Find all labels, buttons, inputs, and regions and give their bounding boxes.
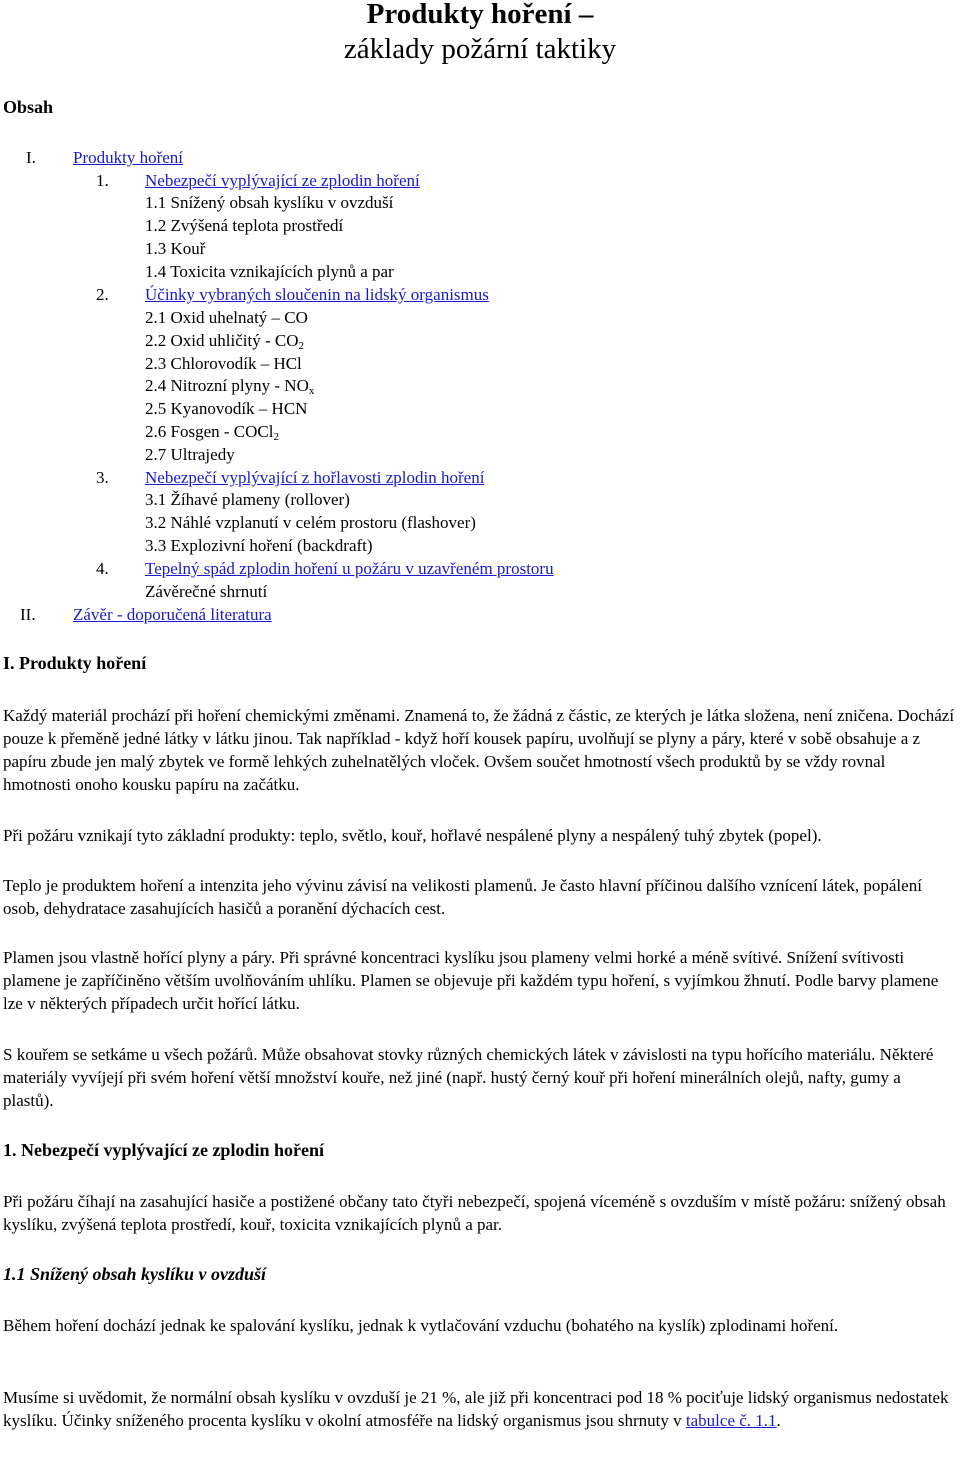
toc-item-text: 2.6 Fosgen - COCl [145,422,274,441]
toc-num-1: 1. [96,171,109,190]
toc-link-produkty-horeni[interactable]: Produkty hoření [73,148,184,167]
paragraph [3,824,955,847]
toc-item: 2.7 Ultrajedy [145,445,235,464]
paragraph [3,704,955,796]
toc-item: Závěrečné shrnutí [145,582,268,601]
paragraph-text-part: Musíme si uvědomit, že normální obsah kyslíku v ovzduší je 21 %, ale již při koncentraci pod 18 % pociťuje lidský organismus nedostatek kyslíku. Účinky sníženého procenta kyslíku v okolní atmosféře na lidský organismus jsou shrnuty v [3,1388,949,1430]
paragraph-text: S kouřem se setkáme u všech požárů. Může obsahovat stovky různých chemických látek v závislosti na typu hořícího materiálu. Některé materiály vyvíjejí při svém hoření větší množství kouře, než jiné (např. hustý černý kouř při hoření minerálních olejů, nafty, gumy a plastů). [3,1045,934,1110]
toc-item: 2.5 Kyanovodík – HCN [145,399,308,418]
toc-num-2: 2. [96,285,109,304]
subscript: 2 [298,340,304,352]
toc-roman-II: II. [20,605,36,624]
toc-link-section-3[interactable]: Nebezpečí vyplývající z hořlavosti zplodin hoření [145,468,485,487]
toc-item: 2.3 Chlorovodík – HCl [145,354,302,373]
toc-item: 3.2 Náhlé vzplanutí v celém prostoru (flashover) [145,513,476,532]
paragraph [3,1314,955,1337]
toc-link-section-4[interactable]: Tepelný spád zplodin hoření u požáru v uzavřeném prostoru [145,559,554,578]
section-heading: I. Produkty hoření [3,653,147,673]
paragraph [3,946,955,1015]
paragraph-text: Během hoření dochází jednak ke spalování kyslíku, jednak k vytlačování vzduchu (bohatého na kyslík) zplodinami hoření. [3,1316,839,1335]
toc-item-text: 2.4 Nitrozní plyny - NO [145,376,309,395]
toc-item-text: 2.2 Oxid uhličitý - CO [145,331,299,350]
toc-item: 1.1 Snížený obsah kyslíku v ovzduší [145,193,394,212]
toc-roman-I: I. [26,148,36,167]
toc-num-4: 4. [96,559,109,578]
paragraph [3,874,955,920]
paragraph-text: Při požáru vznikají tyto základní produkty: teplo, světlo, kouř, hořlavé nespálené plyny a nespálený tuhý zbytek (popel). [3,826,822,845]
toc-num-3: 3. [96,468,109,487]
toc-item: 3.3 Explozivní hoření (backdraft) [145,536,373,555]
toc-link-zaver[interactable]: Závěr - doporučená literatura [73,605,272,624]
paragraph [3,1043,955,1112]
subsection-heading: 1.1 Snížený obsah kyslíku v ovzduší [3,1264,267,1284]
page-title: Produkty hoření – [366,0,594,30]
paragraph [3,1190,955,1236]
subscript: 2 [273,431,279,443]
toc-link-section-1[interactable]: Nebezpečí vyplývající ze zplodin hoření [145,171,420,190]
toc-item: 2.1 Oxid uhelnatý – CO [145,308,308,327]
toc-link-section-2[interactable]: Účinky vybraných sloučenin na lidský organismus [145,285,489,304]
toc-item [145,375,314,397]
table-link[interactable]: tabulce č. 1.1 [685,1411,777,1430]
page-subtitle: základy požární taktiky [343,33,617,65]
paragraph-text: Teplo je produktem hoření a intenzita jeho vývinu závisí na velikosti plamenů. Je často hlavní příčinou dalšího vznícení látek, popálení osob, dehydratace zasahujících hasičů a poranění dýchacích cest. [3,876,922,918]
toc-item: 1.2 Zvýšená teplota prostředí [145,216,344,235]
paragraph-text-part: . [776,1411,781,1430]
paragraph [3,1386,955,1432]
toc-heading: Obsah [3,97,54,117]
paragraph-text: Při požáru číhají na zasahující hasiče a postižené občany tato čtyři nebezpečí, spojená víceméně s ovzduším v místě požáru: snížený obsah kyslíku, zvýšená teplota prostředí, kouř, toxicita vznikajících plynů a par. [3,1192,946,1234]
section-heading: 1. Nebezpečí vyplývající ze zplodin hoření [3,1140,324,1160]
paragraph-text: Každý materiál prochází při hoření chemickými změnami. Znamená to, že žádná z částic, ze kterých je látka složena, není zničena. Dochází pouze k přeměně jedné látky v látku jinou. Tak například - když hoří kousek papíru, uvolňují se plyny a páry, které v sobě obsahuje a z papíru zbude jen malý zbytek ve formě lehkých zuhelnatělých vloček. Ovšem součet hmotností všech produktů by se vždy rovnal hmotnosti onoho kousku papíru na začátku. [3,706,955,794]
toc-item: 1.3 Kouř [145,239,206,258]
subscript: x [308,385,315,397]
paragraph-text [3,1386,955,1432]
toc-item [145,330,304,352]
paragraph-text: Plamen jsou vlastně hořící plyny a páry. Při správné koncentraci kyslíku jsou plameny velmi horké a méně svítivé. Snížení svítivosti plamene je zapříčiněno větším uvolňováním uhlíku. Plamen se objevuje při každém typu hoření, s vyjímkou žhnutí. Podle barvy plamene lze v některých případech určit hořící látku. [3,948,939,1013]
toc-item [145,421,279,443]
toc-item: 3.1 Žíhavé plameny (rollover) [145,490,350,509]
toc-item: 1.4 Toxicita vznikajících plynů a par [145,262,394,281]
